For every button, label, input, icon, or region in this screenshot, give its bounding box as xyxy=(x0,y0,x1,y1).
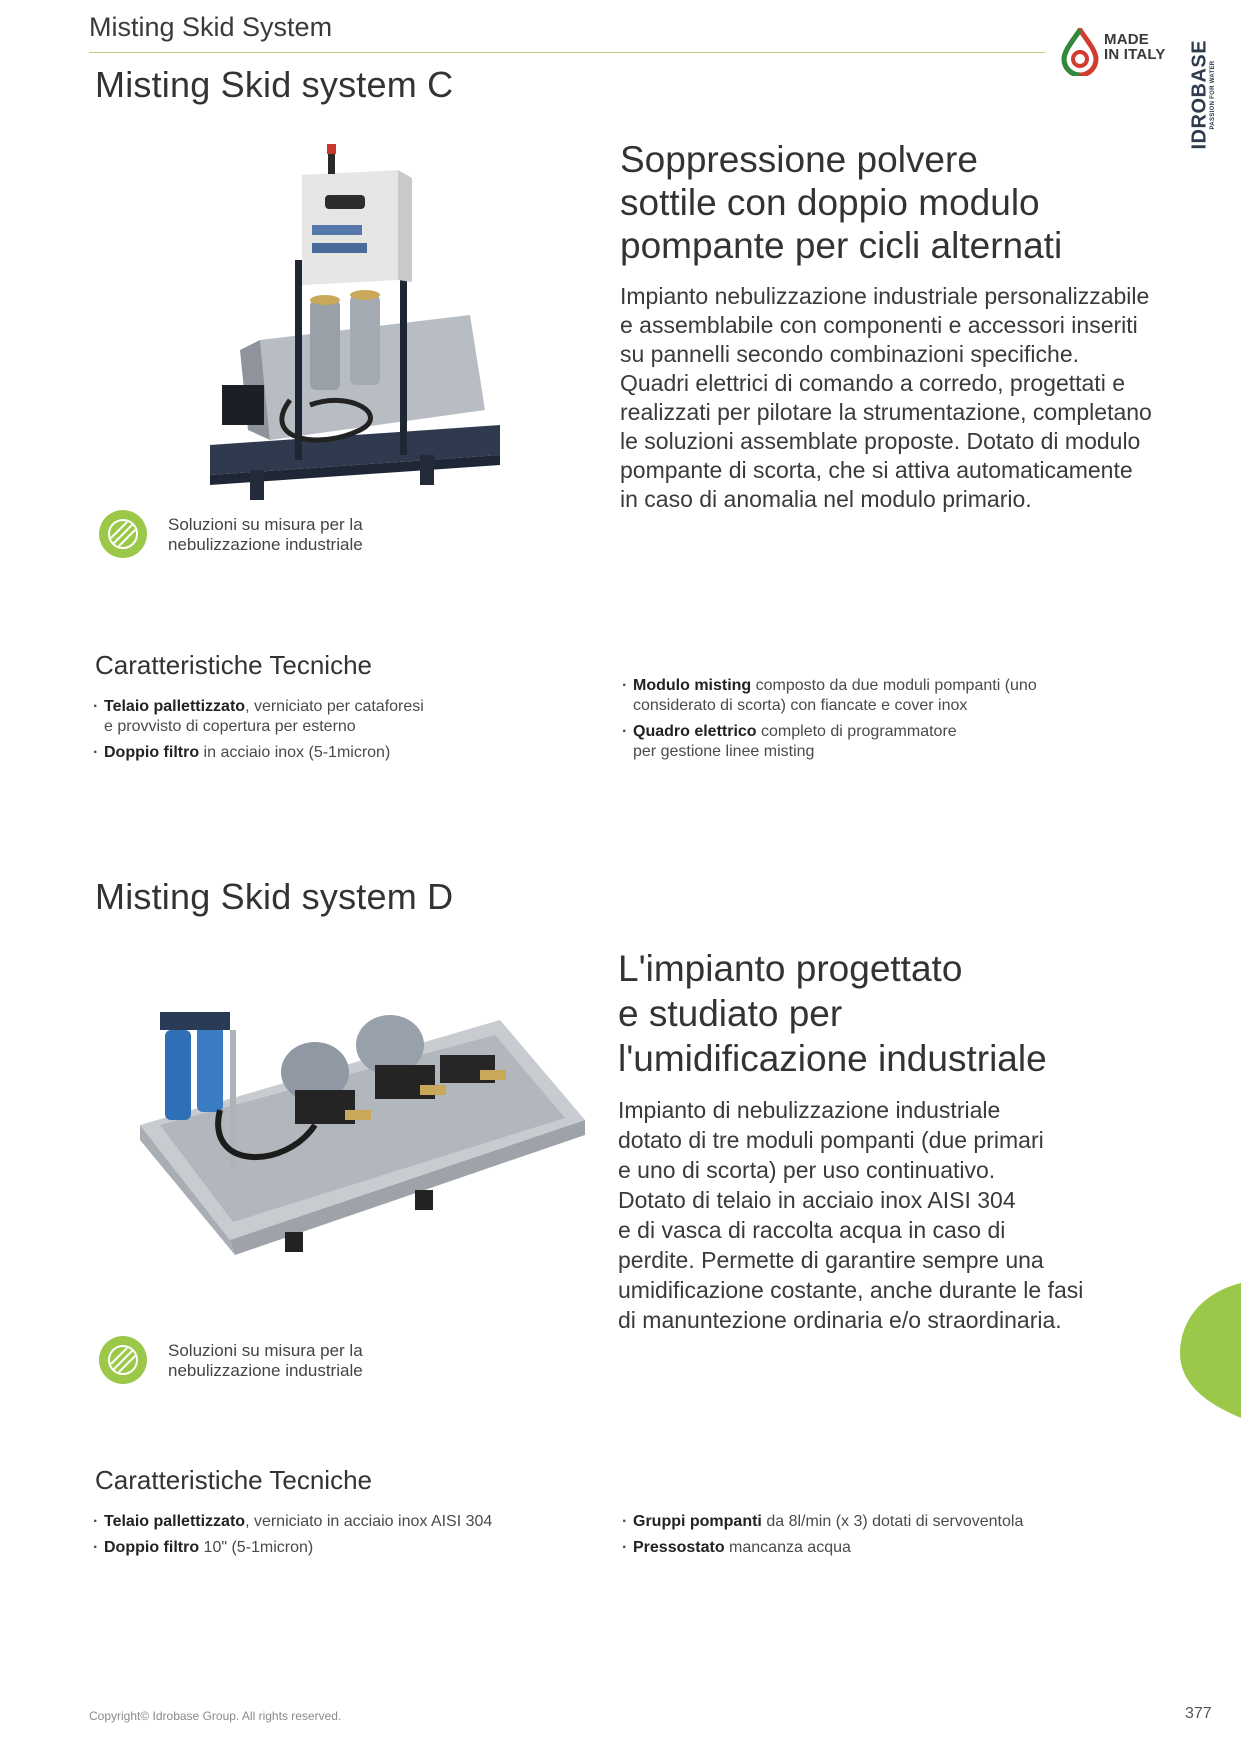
description-line: Impianto di nebulizzazione industriale xyxy=(618,1097,1001,1123)
spec-detail: , verniciato per cataforesi xyxy=(245,698,424,715)
description-line: e di vasca di raccolta acqua in caso di xyxy=(618,1217,1006,1243)
spec-detail: da 8l/min (x 3) dotati di servoventola xyxy=(761,1513,1024,1530)
brand-logo xyxy=(1178,39,1222,150)
section-c-title: Misting Skid system C xyxy=(95,64,454,105)
spec-detail: e provvisto di copertura per esterno xyxy=(104,718,356,735)
description-line: realizzati per pilotare la strumentazione, completano xyxy=(620,399,1152,425)
section-c-specs-heading: Caratteristiche Tecniche xyxy=(95,650,372,680)
section-d-specs-left xyxy=(93,1512,563,1564)
badge-line: nebulizzazione industriale xyxy=(168,1361,363,1380)
footer-copyright: Copyright© Idrobase Group. All rights reserved. xyxy=(89,1709,342,1723)
description-line: dotato di tre moduli pompanti (due primari xyxy=(618,1127,1044,1153)
spec-term: Pressostato xyxy=(633,1539,725,1556)
badge-line: Soluzioni su misura per la xyxy=(168,1341,363,1360)
description-line: perdite. Permette di garantire sempre una xyxy=(618,1247,1044,1273)
section-d-description xyxy=(618,1095,1083,1335)
custom-solution-icon xyxy=(99,1336,147,1384)
description-line: Dotato di telaio in acciaio inox AISI 304 xyxy=(618,1187,1016,1213)
badge-line: Soluzioni su misura per la xyxy=(168,515,363,534)
description-line: umidificazione costante, anche durante le fasi xyxy=(618,1277,1084,1303)
headline-line: e studiato per xyxy=(618,993,843,1034)
spec-term: Doppio filtro xyxy=(104,1539,200,1556)
running-title: Misting Skid System xyxy=(89,12,333,42)
spec-item xyxy=(622,1512,1122,1532)
description-line: Quadri elettrici di comando a corredo, progettati e xyxy=(620,370,1125,396)
spec-item xyxy=(93,1512,563,1532)
spec-detail: mancanza acqua xyxy=(724,1539,851,1556)
spec-detail: completo di programmatore xyxy=(756,723,957,740)
headline-line: L'impianto progettato xyxy=(618,948,963,989)
headline-line: sottile con doppio modulo xyxy=(620,182,1040,223)
section-c-specs-left xyxy=(93,697,533,769)
spec-detail: composto da due moduli pompanti (uno xyxy=(751,677,1037,694)
green-drop-tab xyxy=(1180,1283,1241,1418)
spec-item xyxy=(622,676,1122,716)
spec-detail: 10" (5-1micron) xyxy=(199,1539,314,1556)
headline-line: l'umidificazione industriale xyxy=(618,1038,1047,1079)
spec-term: Telaio pallettizzato xyxy=(104,698,246,715)
spec-term: Gruppi pompanti xyxy=(633,1513,762,1530)
headline-line: Soppressione polvere xyxy=(620,139,978,180)
custom-solution-icon xyxy=(99,510,147,558)
section-d-headline xyxy=(618,946,1047,1081)
headline-line: pompante per cicli alternati xyxy=(620,225,1063,266)
header-divider xyxy=(89,52,1045,53)
description-line: e assemblabile con componenti e accessori inseriti xyxy=(620,312,1138,338)
description-line: in caso di anomalia nel modulo primario. xyxy=(620,486,1032,512)
description-line: le soluzioni assemblate proposte. Dotato di modulo xyxy=(620,428,1141,454)
skid-system-d-photo xyxy=(135,1000,590,1260)
spec-detail: in acciaio inox (5-1micron) xyxy=(199,744,391,761)
section-d-specs-right xyxy=(622,1512,1122,1564)
description-line: pompante di scorta, che si attiva automaticamente xyxy=(620,457,1133,483)
description-line: di manuntezione ordinaria e/o straordinaria. xyxy=(618,1307,1062,1333)
spec-item xyxy=(622,722,1122,762)
spec-detail: considerato di scorta) con fiancate e cover inox xyxy=(633,697,968,714)
spec-item xyxy=(93,1538,563,1558)
description-line: Impianto nebulizzazione industriale personalizzabile xyxy=(620,283,1150,309)
section-c-headline xyxy=(620,138,1062,267)
spec-term: Telaio pallettizzato xyxy=(104,1513,246,1530)
made-in-italy-logo xyxy=(1060,28,1170,80)
section-d-badge-text xyxy=(168,1341,363,1381)
section-c-description xyxy=(620,282,1152,514)
brand-tagline: PASSION FOR WATER xyxy=(1210,60,1216,130)
spec-term: Modulo misting xyxy=(633,677,752,694)
spec-detail: , verniciato in acciaio inox AISI 304 xyxy=(245,1513,493,1530)
spec-item xyxy=(93,697,533,737)
spec-term: Quadro elettrico xyxy=(633,723,757,740)
description-line: e uno di scorta) per uso continuativo. xyxy=(618,1157,996,1183)
page-number: 377 xyxy=(1185,1705,1212,1722)
spec-item xyxy=(93,743,533,763)
spec-detail: per gestione linee misting xyxy=(633,743,815,760)
section-c-specs-right xyxy=(622,676,1122,768)
badge-line: nebulizzazione industriale xyxy=(168,535,363,554)
brand-name: IDROBASE xyxy=(1188,39,1211,150)
section-d-specs-heading: Caratteristiche Tecniche xyxy=(95,1465,372,1495)
spec-term: Doppio filtro xyxy=(104,744,200,761)
description-line: su pannelli secondo combinazioni specifiche. xyxy=(620,341,1080,367)
italy-drop-icon xyxy=(1060,28,1100,76)
spec-item xyxy=(622,1538,1122,1558)
made-label: MADE xyxy=(1104,31,1149,48)
section-d-title: Misting Skid system D xyxy=(95,876,454,917)
section-c-badge-text xyxy=(168,515,363,555)
skid-system-c-photo xyxy=(200,140,510,510)
in-italy-label: IN ITALY xyxy=(1104,46,1166,63)
